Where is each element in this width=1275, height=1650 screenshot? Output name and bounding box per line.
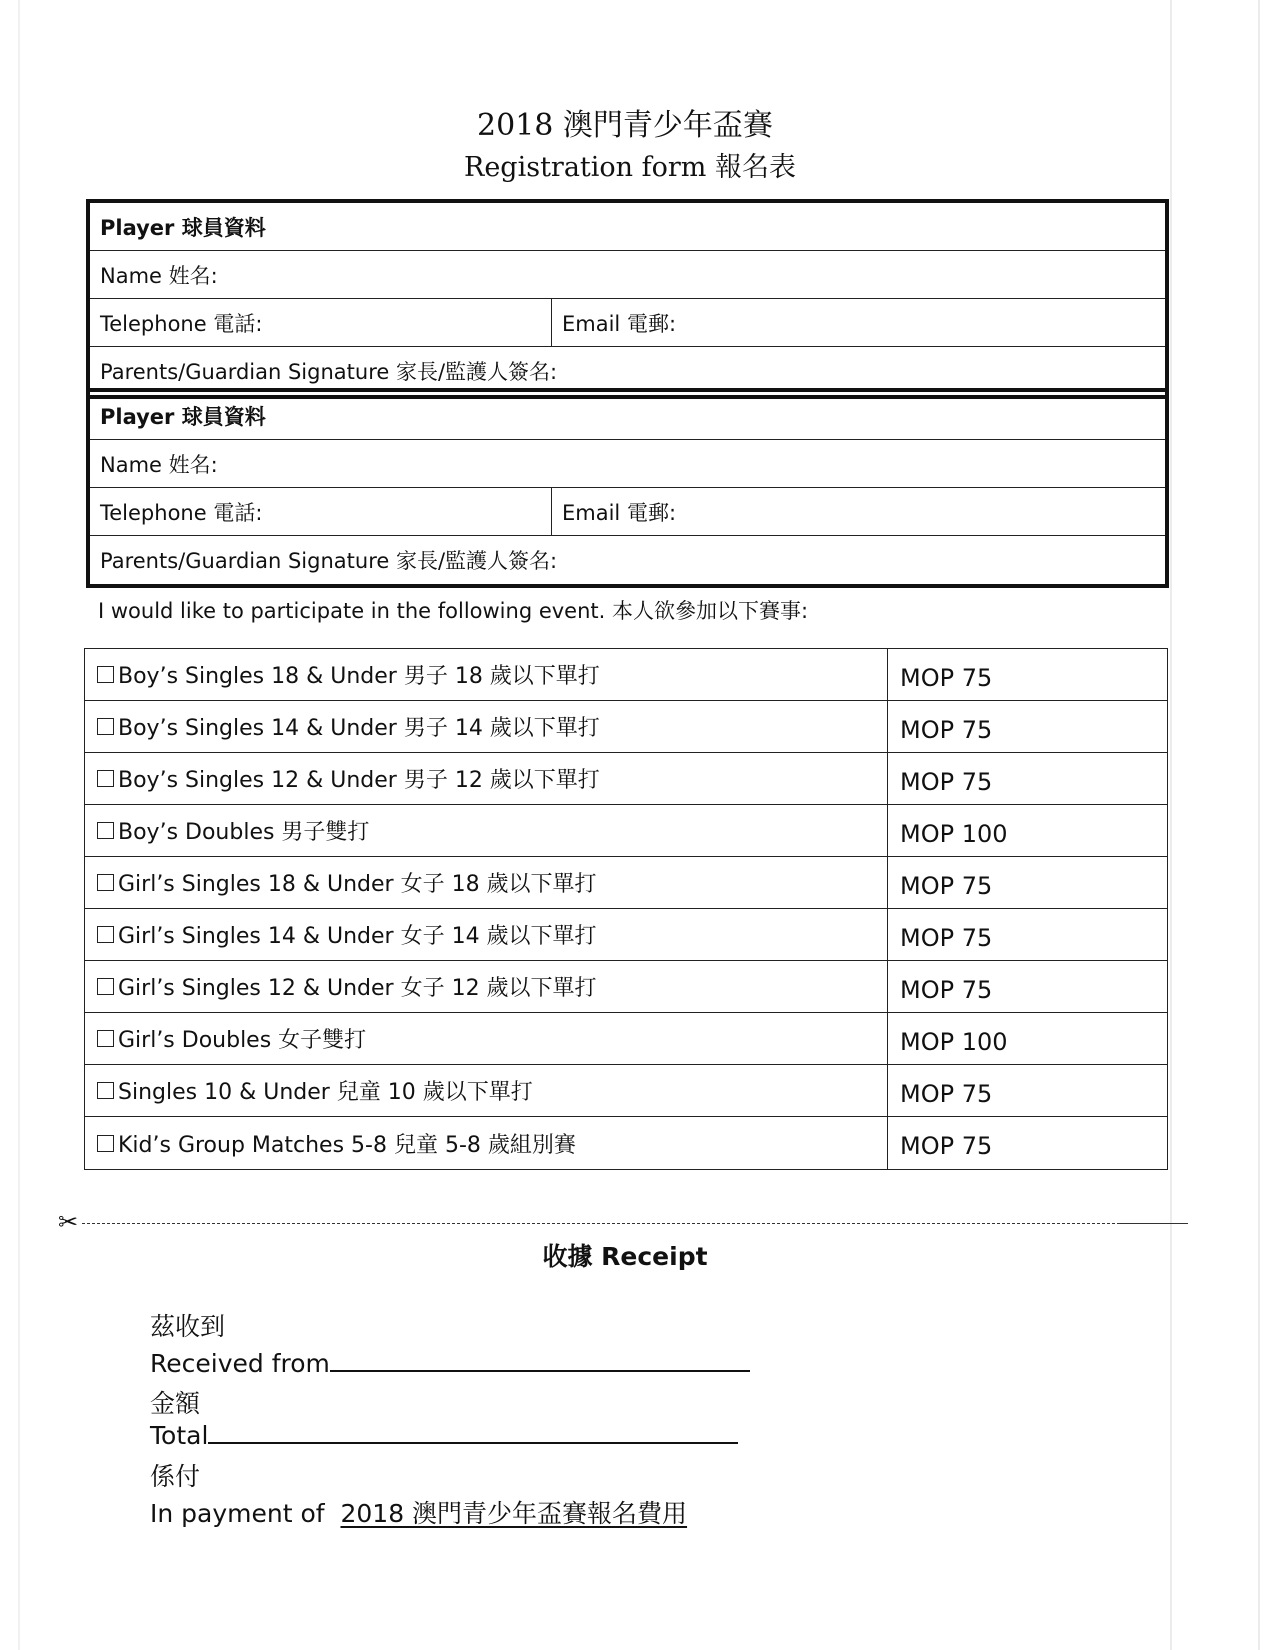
checkbox-icon[interactable] — [97, 822, 114, 839]
event-fee: MOP 75 — [900, 767, 993, 796]
telephone-field[interactable]: Telephone 電話: — [90, 299, 552, 346]
event-name: Boy’s Singles 14 & Under 男子 14 歲以下單打 — [118, 716, 600, 741]
event-name: Singles 10 & Under 兒童 10 歲以下單打 — [118, 1080, 533, 1105]
divider-tail — [1120, 1223, 1188, 1224]
scan-edge — [1170, 0, 1172, 1650]
total-label: Total — [150, 1421, 209, 1450]
email-field[interactable]: Email 電郵: — [562, 500, 677, 525]
player-info-section — [86, 199, 1169, 399]
event-row — [85, 649, 1167, 701]
form-subtitle: Registration form 報名表 — [464, 152, 796, 183]
checkbox-icon[interactable] — [97, 770, 114, 787]
checkbox-icon[interactable] — [97, 1135, 114, 1152]
event-name: Boy’s Singles 18 & Under 男子 18 歲以下單打 — [118, 664, 600, 689]
scissors-icon: ✂ — [58, 1208, 79, 1236]
telephone-field[interactable]: Telephone 電話: — [90, 488, 552, 535]
event-fee: MOP 75 — [900, 715, 993, 744]
payment-label: In payment of — [150, 1499, 325, 1528]
event-name: Girl’s Singles 12 & Under 女子 12 歲以下單打 — [118, 976, 597, 1001]
name-field[interactable]: Name 姓名: — [100, 263, 218, 288]
event-fee: MOP 75 — [900, 923, 993, 952]
form-title: 2018 澳門青少年盃賽 — [477, 108, 773, 143]
event-name: Boy’s Doubles 男子雙打 — [118, 820, 370, 845]
event-name: Kid’s Group Matches 5-8 兒童 5-8 歲組別賽 — [118, 1132, 576, 1158]
event-row — [85, 857, 1167, 909]
event-fee: MOP 75 — [900, 1132, 993, 1160]
event-row — [85, 1065, 1167, 1117]
checkbox-icon[interactable] — [97, 718, 114, 735]
checkbox-icon[interactable] — [97, 1030, 114, 1047]
dashed-divider — [82, 1223, 1120, 1224]
event-row — [85, 805, 1167, 857]
total-field[interactable] — [208, 1420, 738, 1444]
event-row — [85, 1117, 1167, 1169]
total-cn-label: 金額 — [150, 1389, 201, 1418]
checkbox-icon[interactable] — [97, 666, 114, 683]
event-fee: MOP 75 — [900, 1079, 993, 1108]
payment-cn-label: 係付 — [150, 1462, 201, 1491]
event-fee: MOP 75 — [900, 871, 993, 900]
payment-line — [150, 1494, 687, 1530]
event-row — [85, 961, 1167, 1013]
signature-field[interactable]: Parents/Guardian Signature 家長/監護人簽名: — [100, 360, 558, 384]
checkbox-icon[interactable] — [97, 926, 114, 943]
event-fee: MOP 75 — [900, 975, 993, 1004]
checkbox-icon[interactable] — [97, 874, 114, 891]
event-fee: MOP 100 — [900, 819, 1008, 848]
event-row — [85, 701, 1167, 753]
event-fee: MOP 75 — [900, 663, 993, 692]
name-field[interactable]: Name 姓名: — [100, 452, 218, 477]
event-row — [85, 909, 1167, 961]
received-from-field[interactable] — [330, 1348, 750, 1372]
total-line — [150, 1420, 738, 1450]
player-header: Player 球員資料 — [100, 215, 266, 240]
receipt-title: 收據 Receipt — [542, 1242, 708, 1271]
event-fee: MOP 100 — [900, 1027, 1008, 1056]
email-field[interactable]: Email 電郵: — [562, 311, 677, 336]
event-name: Girl’s Doubles 女子雙打 — [118, 1028, 367, 1053]
event-name: Girl’s Singles 14 & Under 女子 14 歲以下單打 — [118, 924, 597, 949]
event-row — [85, 1013, 1167, 1065]
received-from-line — [150, 1348, 750, 1378]
cut-line — [58, 1208, 1188, 1236]
checkbox-icon[interactable] — [97, 1082, 114, 1099]
payment-value: 2018 澳門青少年盃賽報名費用 — [340, 1499, 688, 1528]
event-name: Boy’s Singles 12 & Under 男子 12 歲以下單打 — [118, 768, 600, 793]
event-intro-text: I would like to participate in the following event. 本人欲參加以下賽事: — [98, 599, 809, 623]
player-info-section — [86, 388, 1169, 588]
events-table — [84, 648, 1168, 1170]
checkbox-icon[interactable] — [97, 978, 114, 995]
received-cn-label: 茲收到 — [150, 1312, 226, 1341]
scan-edge — [1258, 0, 1260, 1650]
event-name: Girl’s Singles 18 & Under 女子 18 歲以下單打 — [118, 872, 597, 897]
player-header: Player 球員資料 — [100, 404, 266, 429]
scan-edge — [18, 0, 20, 1650]
received-from-label: Received from — [150, 1349, 330, 1378]
event-row — [85, 753, 1167, 805]
signature-field[interactable]: Parents/Guardian Signature 家長/監護人簽名: — [100, 549, 558, 573]
